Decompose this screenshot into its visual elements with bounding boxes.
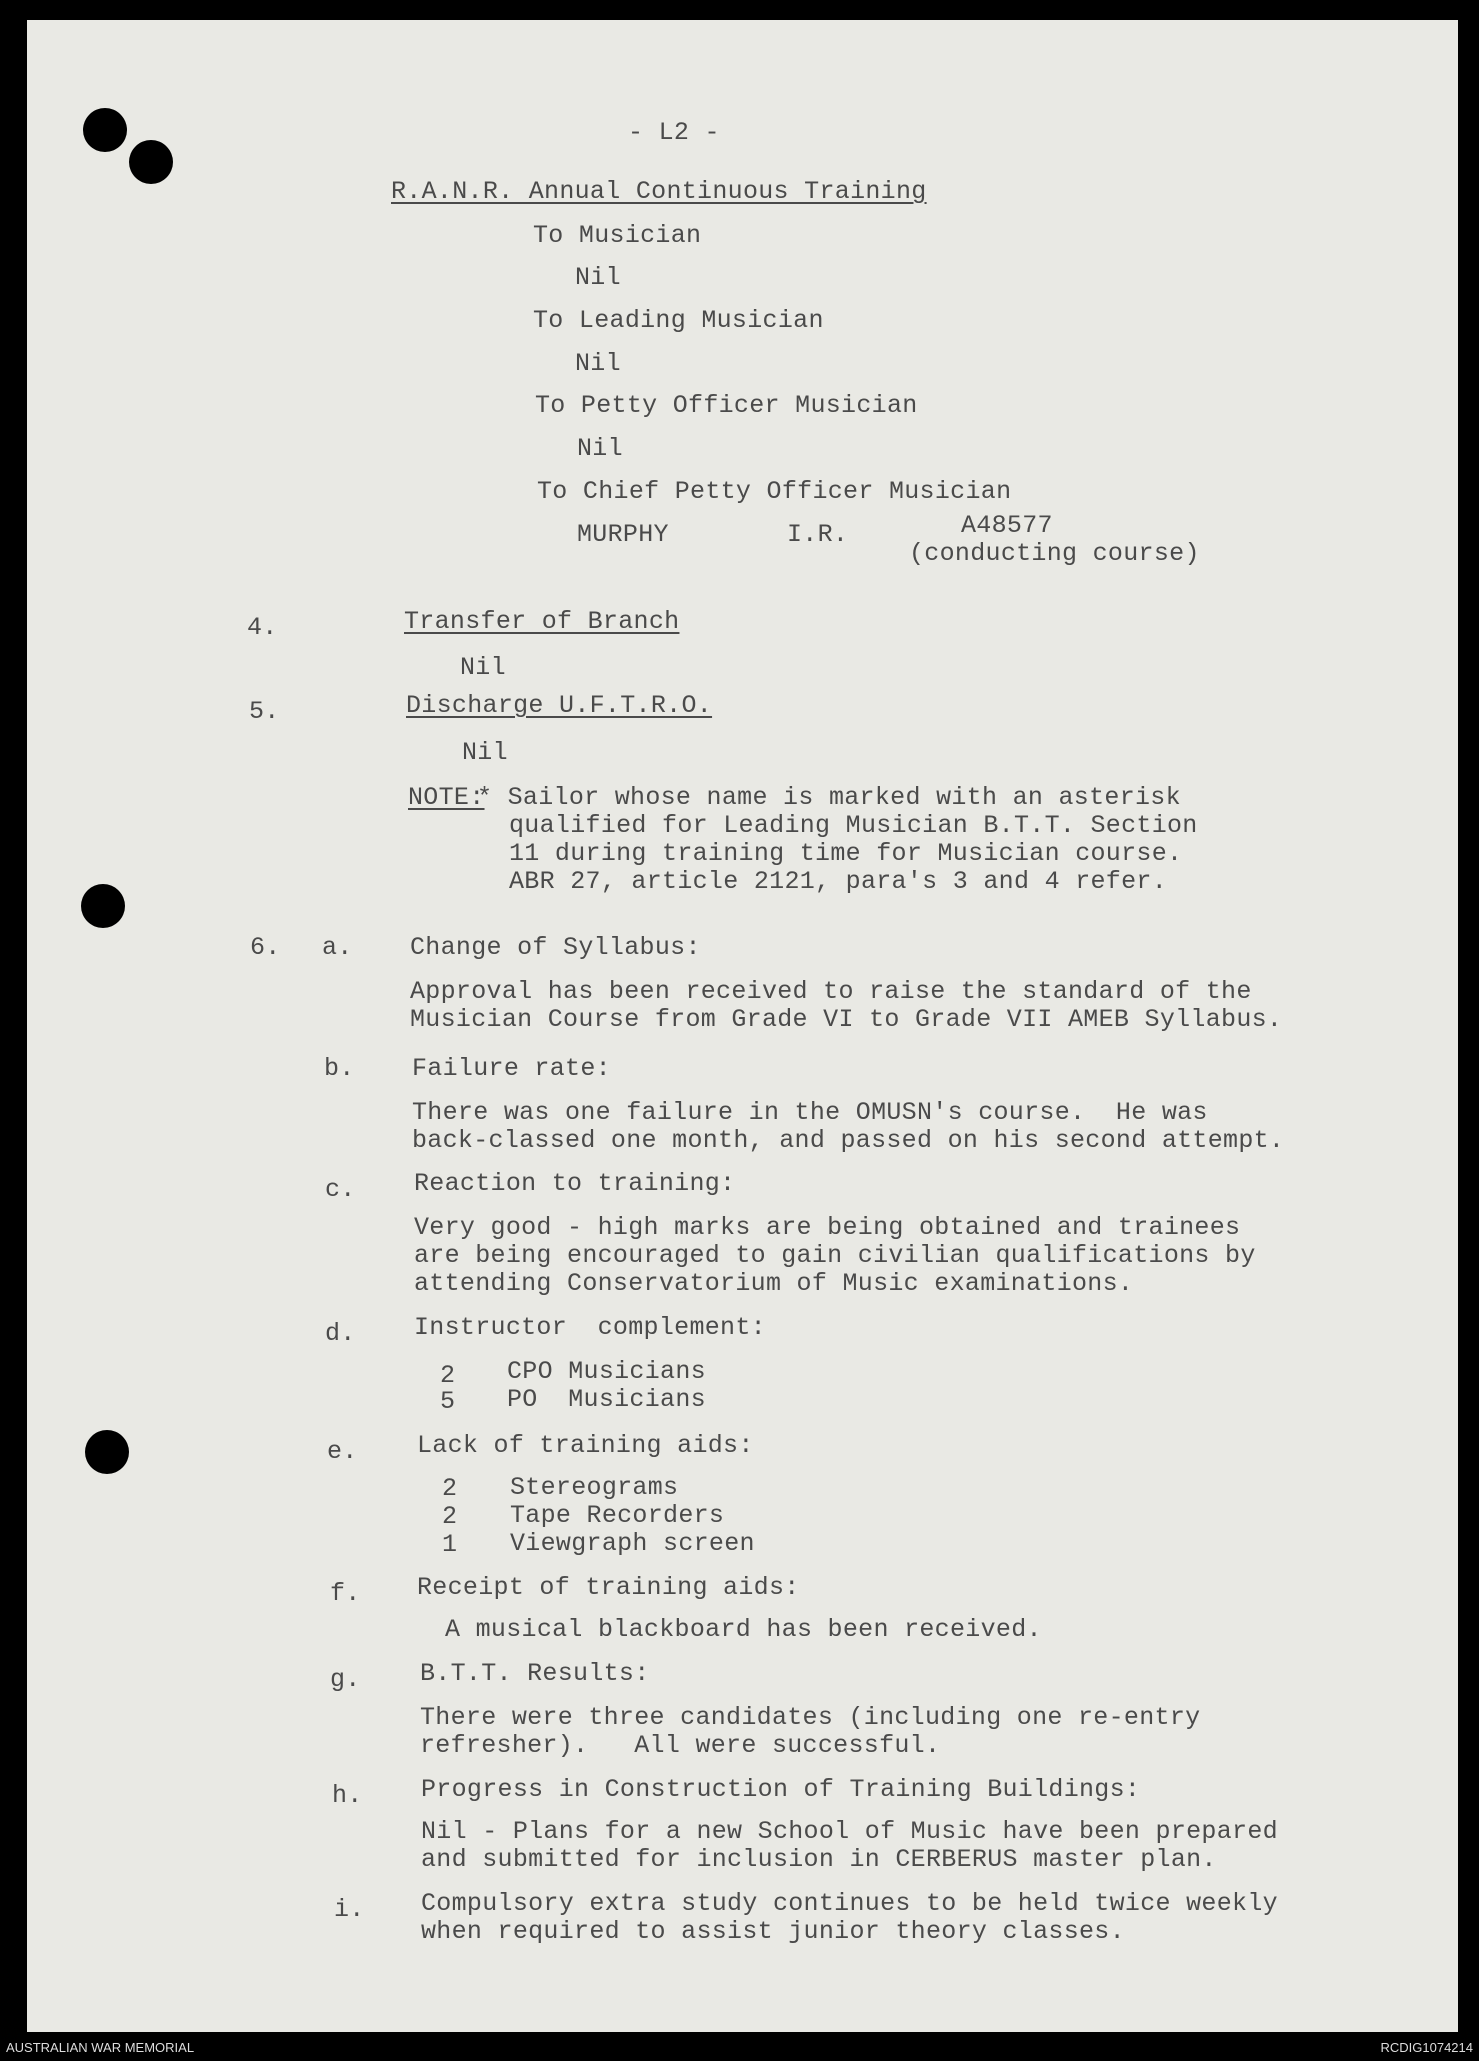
item-6c-title: Reaction to training:: [414, 1169, 736, 1198]
to-cpo-musician: To Chief Petty Officer Musician: [537, 477, 1012, 506]
item-4-title: Transfer of Branch: [404, 607, 680, 636]
item-6a-letter: a.: [322, 933, 353, 962]
item-6g-line: refresher). All were successful.: [420, 1731, 941, 1760]
page-number: - L2 -: [628, 118, 720, 147]
document-page: [27, 20, 1458, 2032]
item-6i-letter: i.: [334, 1895, 365, 1924]
item-6e-title: Lack of training aids:: [417, 1431, 754, 1460]
item-6b-letter: b.: [324, 1054, 355, 1083]
instructor-desc: PO Musicians: [507, 1385, 706, 1414]
archive-footer: [0, 2036, 1479, 2058]
item-6-number: 6.: [250, 933, 281, 962]
note-line: qualified for Leading Musician B.T.T. Section: [509, 811, 1198, 840]
item-6e-letter: e.: [327, 1437, 358, 1466]
item-4-body: Nil: [460, 653, 506, 682]
item-5-number: 5.: [249, 697, 280, 726]
item-4-number: 4.: [247, 613, 278, 642]
item-6g-title: B.T.T. Results:: [420, 1659, 650, 1688]
note-line: 11 during training time for Musician course.: [509, 839, 1183, 868]
item-6b-line: back-classed one month, and passed on his second attempt.: [412, 1126, 1285, 1155]
item-6a-line: Approval has been received to raise the standard of the: [410, 977, 1252, 1006]
aid-desc: Stereograms: [510, 1473, 679, 1502]
item-6f-title: Receipt of training aids:: [417, 1573, 800, 1602]
to-musician: To Musician: [533, 221, 702, 250]
aid-desc: Viewgraph screen: [510, 1529, 755, 1558]
nil-po-musician: Nil: [577, 434, 623, 463]
item-6d-letter: d.: [325, 1319, 356, 1348]
sailor-number: A48577: [961, 511, 1053, 540]
item-5-body: Nil: [462, 738, 508, 767]
aid-qty: 1: [442, 1530, 458, 1559]
item-6g-letter: g.: [330, 1665, 361, 1694]
item-6f-letter: f.: [330, 1579, 361, 1608]
sailor-initials: I.R.: [787, 520, 849, 549]
item-6b-title: Failure rate:: [412, 1054, 611, 1083]
note-label: NOTE:: [408, 783, 485, 812]
punch-hole: [83, 108, 127, 152]
nil-leading-musician: Nil: [575, 349, 621, 378]
item-6c-letter: c.: [325, 1175, 356, 1204]
aid-desc: Tape Recorders: [510, 1501, 725, 1530]
section-heading: R.A.N.R. Annual Continuous Training: [391, 177, 927, 206]
item-6c-line: Very good - high marks are being obtained and trainees: [414, 1213, 1241, 1242]
instructor-qty: 5: [440, 1387, 456, 1416]
footer-reference: RCDIG1074214: [1380, 2040, 1473, 2055]
item-6a-line: Musician Course from Grade VI to Grade VII AMEB Syllabus.: [410, 1005, 1283, 1034]
item-6h-line: Nil - Plans for a new School of Music have been prepared: [421, 1817, 1278, 1846]
item-6h-line: and submitted for inclusion in CERBERUS master plan.: [421, 1845, 1217, 1874]
item-6a-title: Change of Syllabus:: [410, 933, 701, 962]
item-5-title: Discharge U.F.T.R.O.: [406, 691, 713, 720]
item-6c-line: are being encouraged to gain civilian qualifications by: [414, 1241, 1256, 1270]
footer-source: AUSTRALIAN WAR MEMORIAL: [6, 2040, 195, 2055]
item-6b-line: There was one failure in the OMUSN's course. He was: [412, 1098, 1208, 1127]
instructor-qty: 2: [440, 1361, 456, 1390]
item-6d-title: Instructor complement:: [414, 1313, 766, 1342]
sailor-course: (conducting course): [909, 539, 1200, 568]
item-6h-letter: h.: [332, 1781, 363, 1810]
punch-hole: [129, 140, 173, 184]
item-6i-line: Compulsory extra study continues to be held twice weekly: [421, 1889, 1278, 1918]
note-line: * Sailor whose name is marked with an asterisk: [477, 783, 1181, 812]
to-po-musician: To Petty Officer Musician: [535, 391, 918, 420]
aid-qty: 2: [442, 1502, 458, 1531]
sailor-name: MURPHY: [577, 520, 669, 549]
item-6f-line: A musical blackboard has been received.: [445, 1615, 1042, 1644]
punch-hole: [81, 884, 125, 928]
note-line: ABR 27, article 2121, para's 3 and 4 refer.: [509, 867, 1168, 896]
instructor-desc: CPO Musicians: [507, 1357, 706, 1386]
aid-qty: 2: [442, 1474, 458, 1503]
nil-musician: Nil: [575, 263, 621, 292]
to-leading-musician: To Leading Musician: [533, 306, 824, 335]
punch-hole: [85, 1430, 129, 1474]
item-6i-line: when required to assist junior theory classes.: [421, 1917, 1125, 1946]
item-6g-line: There were three candidates (including one re-entry: [420, 1703, 1201, 1732]
item-6h-title: Progress in Construction of Training Buildings:: [421, 1775, 1141, 1804]
item-6c-line: attending Conservatorium of Music examinations.: [414, 1269, 1134, 1298]
